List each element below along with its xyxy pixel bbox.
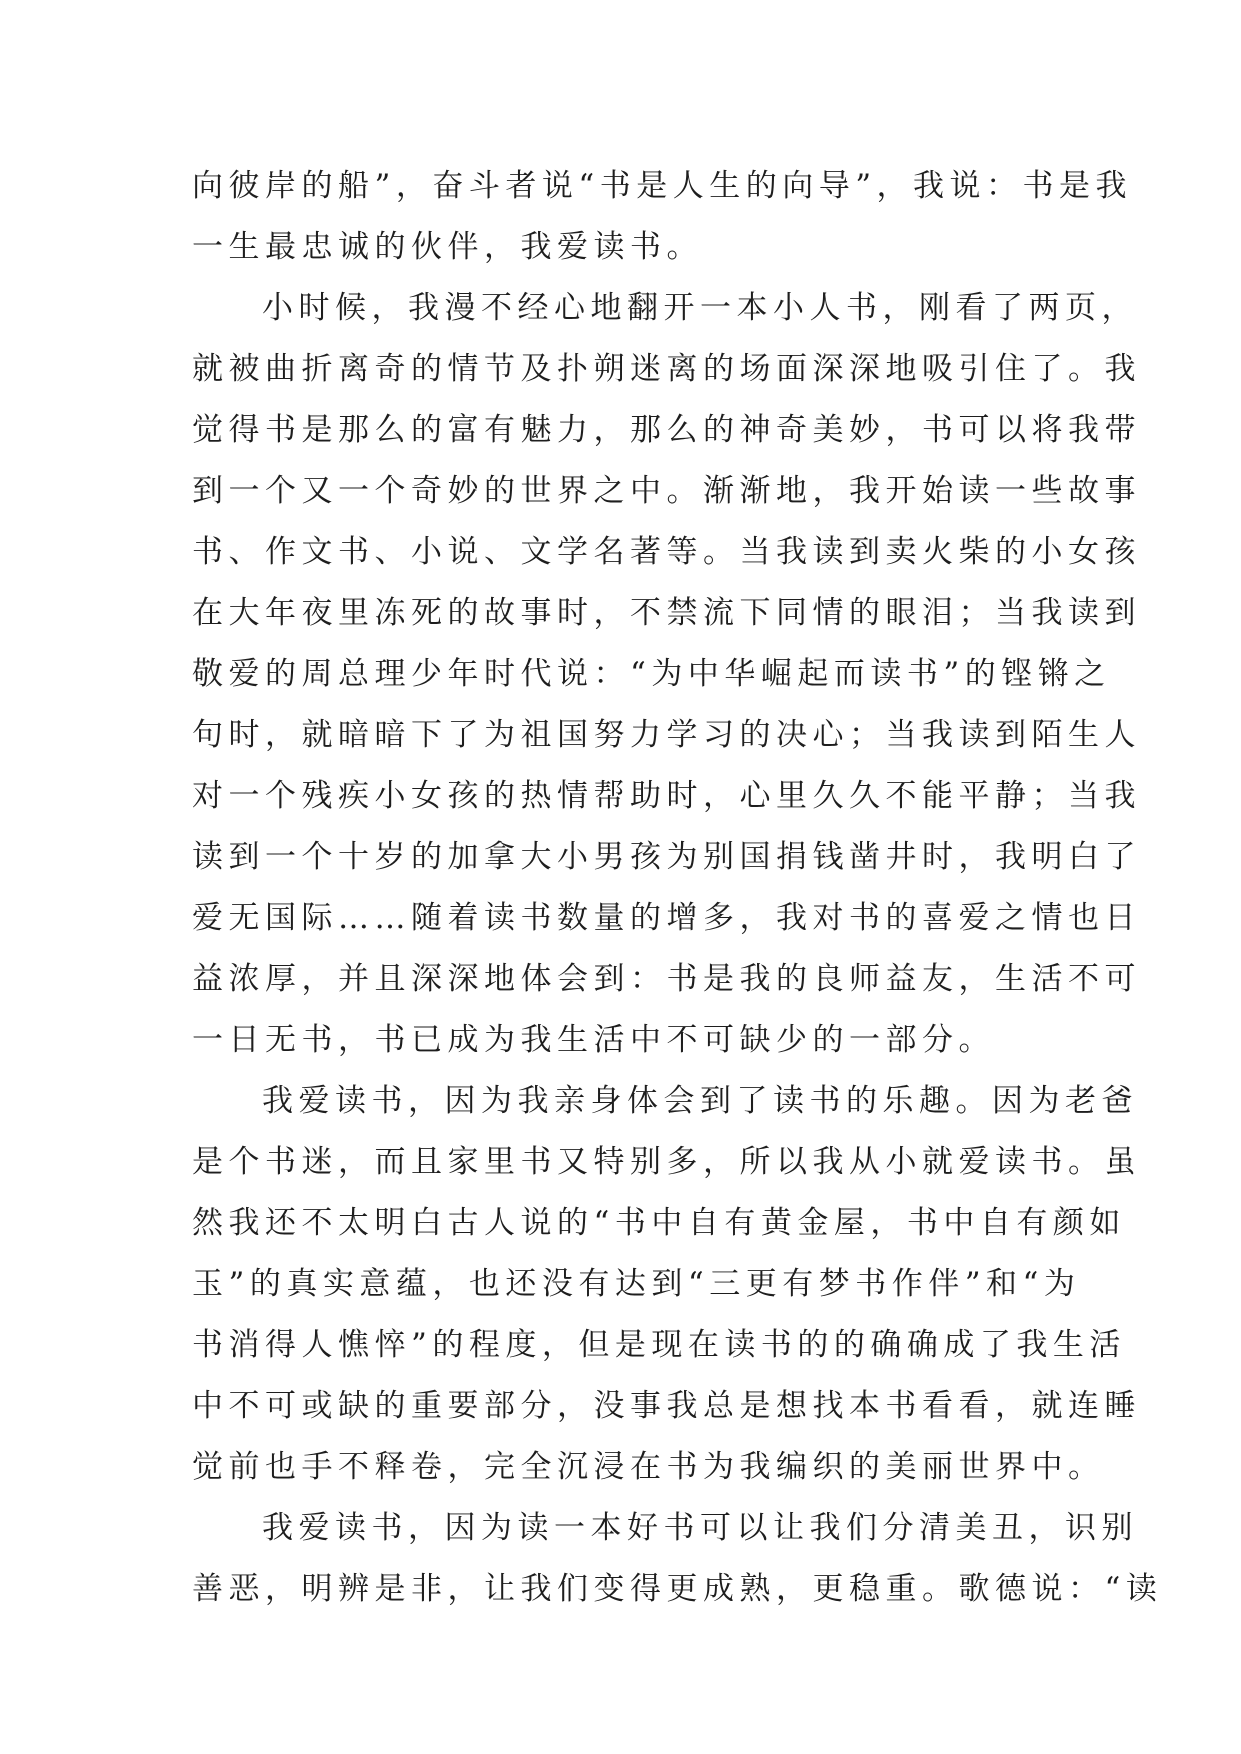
text-line: 句时，就暗暗下了为祖国努力学习的决心；当我读到陌生人 xyxy=(192,717,1141,753)
text-line: 到一个又一个奇妙的世界之中。渐渐地，我开始读一些故事 xyxy=(192,473,1141,509)
text-line: 一生最忠诚的伙伴，我爱读书。 xyxy=(192,229,703,265)
text-line: 一日无书，书已成为我生活中不可缺少的一部分。 xyxy=(192,1022,995,1058)
text-line: 是个书迷，而且家里书又特别多，所以我从小就爱读书。虽 xyxy=(192,1144,1141,1180)
text-line: 觉得书是那么的富有魅力，那么的神奇美妙，书可以将我带 xyxy=(192,412,1141,448)
text-line: 对一个残疾小女孩的热情帮助时，心里久久不能平静；当我 xyxy=(192,778,1141,814)
text-line: 玉”的真实意蕴，也还没有达到“三更有梦书作伴”和“为 xyxy=(192,1266,1081,1302)
text-line: 爱无国际……随着读书数量的增多，我对书的喜爱之情也日 xyxy=(192,900,1141,936)
text-line: 中不可或缺的重要部分，没事我总是想找本书看看，就连睡 xyxy=(192,1388,1141,1424)
text-line: 读到一个十岁的加拿大小男孩为别国捐钱凿井时，我明白了 xyxy=(192,839,1141,875)
text-line: 向彼岸的船”，奋斗者说“书是人生的向导”，我说：书是我 xyxy=(192,168,1133,204)
text-line: 就被曲折离奇的情节及扑朔迷离的场面深深地吸引住了。我 xyxy=(192,351,1141,387)
text-line: 善恶，明辨是非，让我们变得更成熟，更稳重。歌德说：“读 xyxy=(192,1571,1163,1607)
text-line: 益浓厚，并且深深地体会到：书是我的良师益友，生活不可 xyxy=(192,961,1141,997)
paragraph-start-line: 小时候，我漫不经心地翻开一本小人书，刚看了两页， xyxy=(262,290,1138,326)
paragraph-start-line: 我爱读书，因为读一本好书可以让我们分清美丑，识别 xyxy=(262,1510,1138,1546)
text-line: 然我还不太明白古人说的“书中自有黄金屋，书中自有颜如 xyxy=(192,1205,1126,1241)
text-line: 书消得人憔悴”的程度，但是现在读书的的确确成了我生活 xyxy=(192,1327,1126,1363)
text-line: 书、作文书、小说、文学名著等。当我读到卖火柴的小女孩 xyxy=(192,534,1141,570)
text-line: 敬爱的周总理少年时代说：“为中华崛起而读书”的铿锵之 xyxy=(192,656,1111,692)
text-line: 在大年夜里冻死的故事时，不禁流下同情的眼泪；当我读到 xyxy=(192,595,1141,631)
text-line: 觉前也手不释卷，完全沉浸在书为我编织的美丽世界中。 xyxy=(192,1449,1105,1485)
document-body xyxy=(192,156,1163,1620)
paragraph-start-line: 我爱读书，因为我亲身体会到了读书的乐趣。因为老爸 xyxy=(262,1083,1138,1119)
